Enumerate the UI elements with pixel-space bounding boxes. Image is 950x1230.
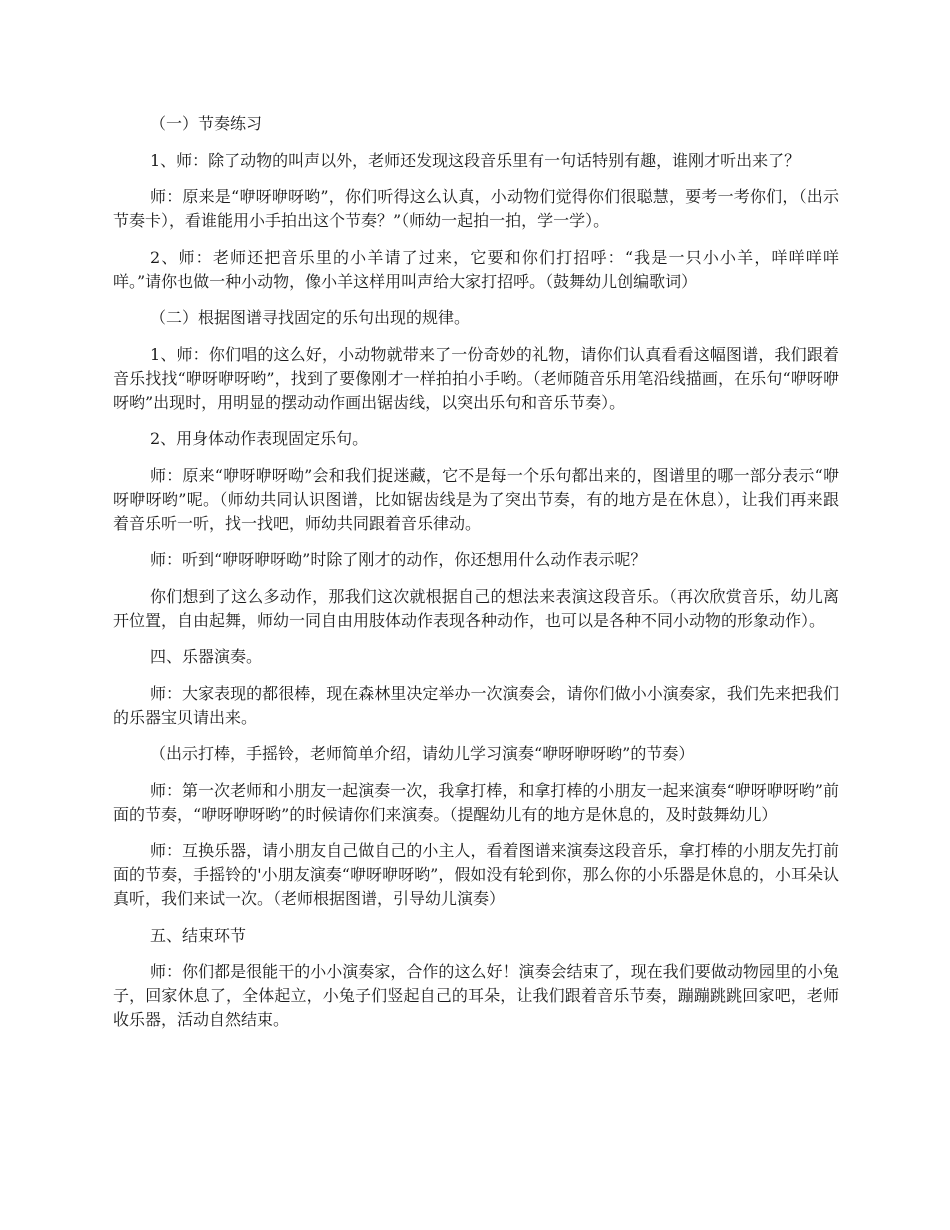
section-heading-instrument-performance: 四、乐器演奏。 [150, 647, 263, 666]
paragraph: 1、师：除了动物的叫声以外，老师还发现这段音乐里有一句话特别有趣，谁刚才听出来了？ [150, 150, 801, 170]
paragraph: 师：原来是“咿呀咿呀哟”，你们听得这么认真，小动物们觉得你们很聪慧，要考一考你们，（出示节奏卡），看谁能用小手拍出这个节奏？”（师幼一起拍一拍，学一学）。 [113, 187, 839, 230]
paragraph: 你们想到了这么多动作，那我们这次就根据自己的想法来表演这段音乐。（再次欣赏音乐，幼儿离开位置，自由起舞，师幼一同自由用肢体动作表现各种动作，也可以是各种不同小动物的形象动作）。 [113, 586, 839, 630]
paragraph: 2、用身体动作表现固定乐句。 [150, 429, 369, 448]
section-heading-closing: 五、结束环节 [150, 925, 247, 945]
paragraph: 师：大家表现的都很棒，现在森林里决定举办一次演奏会，请你们做小小演奏家，我们先来把我们的乐器宝贝请出来。 [113, 683, 839, 727]
paragraph: 师：听到“咿呀咿呀呦”时除了刚才的动作，你还想用什么动作表示呢？ [150, 550, 647, 569]
section-heading-score-pattern: （二）根据图谱寻找固定的乐句出现的规律。 [150, 308, 471, 327]
paragraph: （出示打棒，手摇铃，老师简单介绍，请幼儿学习演奏“咿呀咿呀哟”的节奏） [150, 744, 695, 763]
paragraph: 1、师：你们唱的这么好，小动物就带来了一份奇妙的礼物，请你们认真看看这幅图谱，我们跟着音乐找找“咿呀咿呀哟”，找到了要像刚才一样拍拍小手哟。（老师随音乐用笔沿线描画，在乐句“咿呀咿呀哟”出现时，用明显的摆动动作画出锯齿线，以突出乐句和音乐节奏）。 [113, 344, 839, 412]
paragraph: 师：你们都是很能干的小小演奏家，合作的这么好！演奏会结束了，现在我们要做动物园里的小兔子，回家休息了，全体起立，小兔子们竖起自己的耳朵，让我们跟着音乐节奏，蹦蹦跳跳回家吧，老师收乐器，活动自然结束。 [113, 962, 839, 1029]
paragraph: 师：互换乐器，请小朋友自己做自己的小主人，看着图谱来演奏这段音乐，拿打棒的小朋友先打前面的节奏，手摇铃的'小朋友演奏“咿呀咿呀哟”，假如没有轮到你，那么你的小乐器是休息的，小耳朵认真听，我们来试一次。（老师根据图谱，引导幼儿演奏） [113, 841, 839, 908]
paragraph: 师：第一次老师和小朋友一起演奏一次，我拿打棒，和拿打棒的小朋友一起来演奏“咿呀咿呀哟”前面的节奏，“咿呀咿呀哟”的时候请你们来演奏。（提醒幼儿有的地方是休息的，及时鼓舞幼儿） [113, 780, 839, 824]
section-heading-rhythm-practice: （一）节奏练习 [150, 114, 263, 133]
document-body [113, 112, 839, 1045]
paragraph: 师：原来“咿呀咿呀呦”会和我们捉迷藏，它不是每一个乐句都出来的，图谱里的哪一部分表示“咿呀咿呀哟”呢。（师幼共同认识图谱，比如锯齿线是为了突出节奏，有的地方是在休息），让我们再来跟着音乐听一听，找一找吧，师幼共同跟着音乐律动。 [113, 465, 839, 533]
paragraph: 2、师：老师还把音乐里的小羊请了过来，它要和你们打招呼：“我是一只小小羊，咩咩咩咩咩。”请你也做一种小动物，像小羊这样用叫声给大家打招呼。（鼓舞幼儿创编歌词） [113, 247, 839, 291]
